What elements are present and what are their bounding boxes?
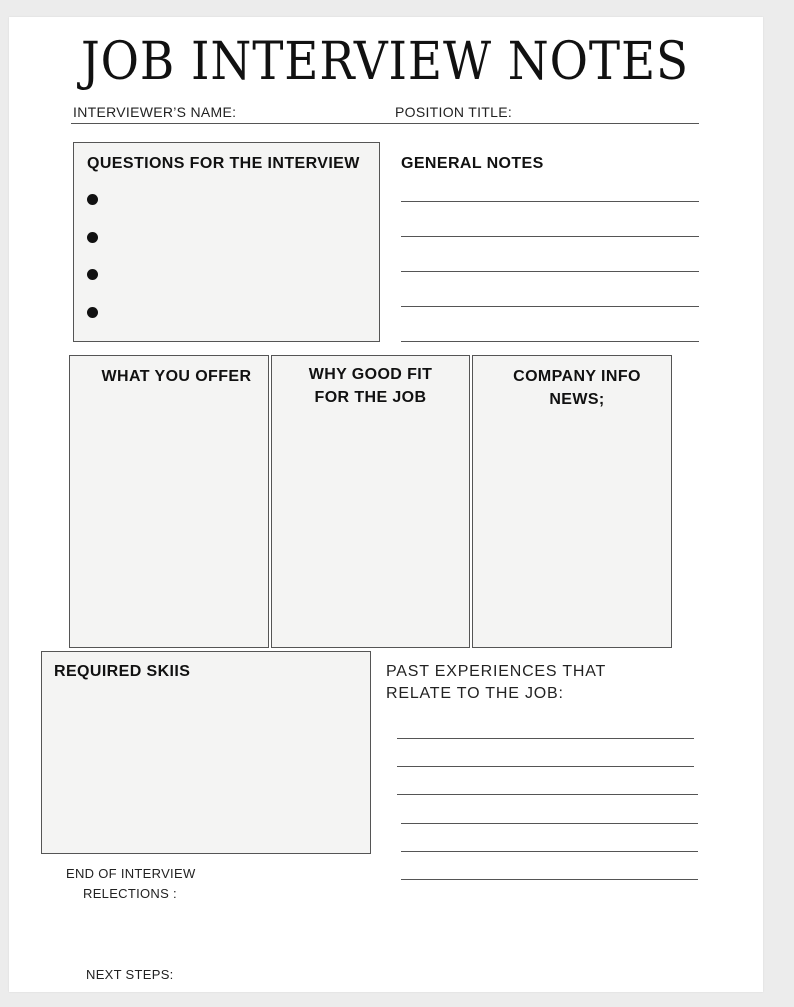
past-experiences-line1: PAST EXPERIENCES THAT <box>386 663 607 680</box>
past-experiences-line <box>401 823 698 824</box>
reflections-label: RELECTIONS : <box>83 886 177 901</box>
company-info-line2: NEWS; <box>549 391 605 408</box>
question-bullet <box>87 307 98 318</box>
past-experiences-line2: RELATE TO THE JOB: <box>386 685 564 702</box>
company-info-line1: COMPANY INFO <box>513 368 641 385</box>
past-experiences-line <box>397 738 694 739</box>
past-experiences-line <box>397 766 694 767</box>
question-bullet <box>87 194 98 205</box>
notes-line <box>401 341 699 342</box>
what-you-offer-box <box>69 355 269 648</box>
general-notes-title: GENERAL NOTES <box>401 155 544 172</box>
interviewer-name-label: INTERVIEWER’S NAME: <box>73 104 237 120</box>
past-experiences-title <box>386 661 606 705</box>
question-bullet <box>87 232 98 243</box>
past-experiences-line <box>401 851 698 852</box>
why-good-fit-line2: FOR THE JOB <box>314 389 427 406</box>
required-skills-box <box>41 651 371 854</box>
next-steps-label: NEXT STEPS: <box>86 967 174 982</box>
required-skills-title: REQUIRED SKIIS <box>54 663 191 680</box>
header-underline <box>71 123 699 124</box>
questions-title: QUESTIONS FOR THE INTERVIEW <box>87 155 360 172</box>
notes-line <box>401 271 699 272</box>
end-of-interview-label: END OF INTERVIEW <box>66 866 196 881</box>
why-good-fit-line1: WHY GOOD FIT <box>308 366 433 383</box>
position-title-label: POSITION TITLE: <box>395 104 513 120</box>
page-title: JOB INTERVIEW NOTES <box>80 32 690 92</box>
notes-line <box>401 236 699 237</box>
what-you-offer-title: WHAT YOU OFFER <box>101 368 252 385</box>
past-experiences-line <box>397 794 698 795</box>
why-good-fit-title <box>271 363 470 409</box>
notes-line <box>401 201 699 202</box>
company-info-title <box>472 365 682 411</box>
past-experiences-line <box>401 879 698 880</box>
question-bullet <box>87 269 98 280</box>
notes-line <box>401 306 699 307</box>
